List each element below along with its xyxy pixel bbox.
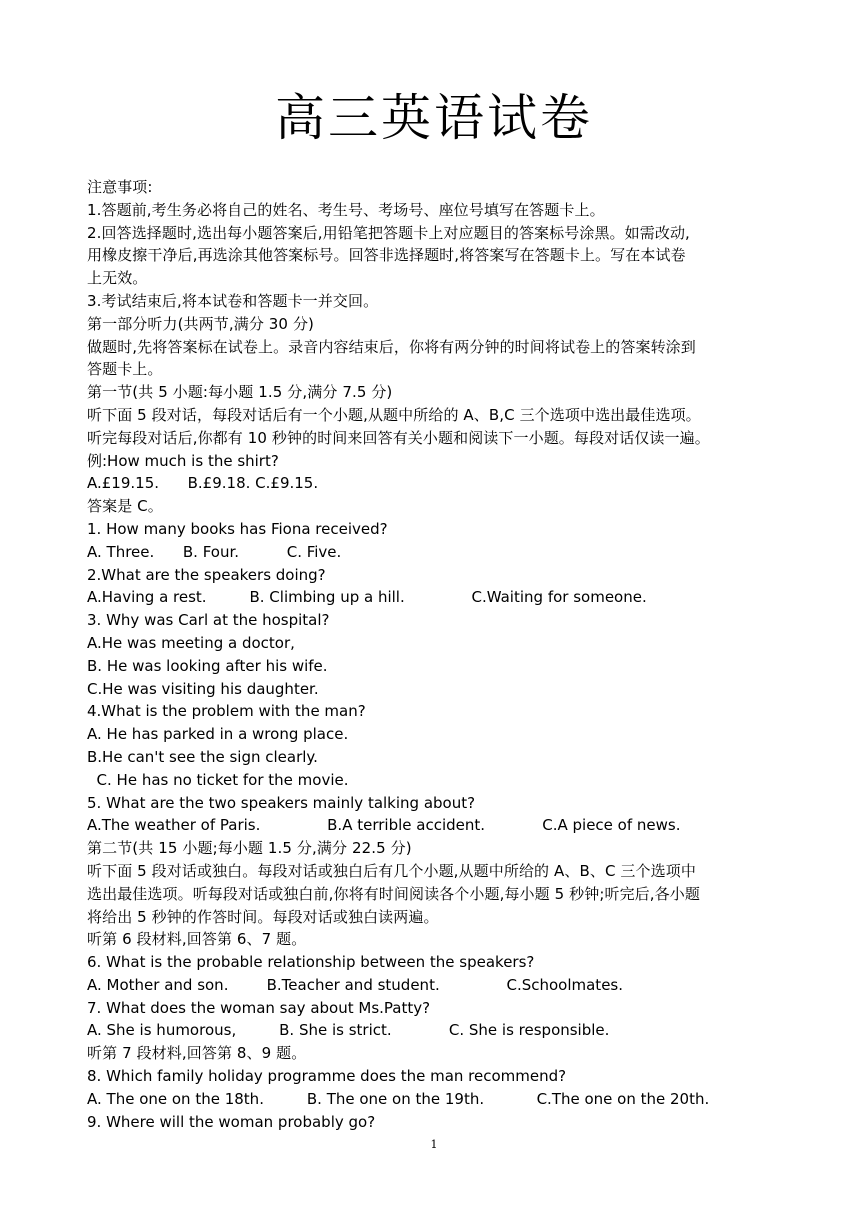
question-1: 1. How many books has Fiona received? bbox=[87, 519, 388, 538]
instruction-1: 1.答题前,考生务必将自己的姓名、考生号、考场号、座位号填写在答题卡上。 bbox=[87, 200, 605, 219]
material-7-heading: 听第 7 段材料,回答第 8、9 题。 bbox=[87, 1044, 307, 1063]
part-1-instruction-line-1: 做题时,先将答案标在试卷上。录音内容结束后，你将有两分钟的时间将试卷上的答案转涂到 bbox=[87, 337, 696, 356]
question-4: 4.What is the problem with the man? bbox=[87, 702, 366, 721]
part-1-instruction-line-2: 答题卡上。 bbox=[87, 360, 163, 379]
question-2-options: A.Having a rest. B. Climbing up a hill. C.Waiting for someone. bbox=[87, 588, 647, 607]
section-1-instruction-line-1: 听下面 5 段对话，每段对话后有一个小题,从题中所给的 A、B,C 三个选项中选出最佳选项。 bbox=[87, 405, 701, 424]
example-options: A.£19.15. B.£9.18. C.£9.15. bbox=[87, 474, 319, 493]
example-question: 例:How much is the shirt? bbox=[87, 451, 279, 470]
instruction-2-line-3: 上无效。 bbox=[87, 269, 148, 288]
question-6: 6. What is the probable relationship between the speakers? bbox=[87, 953, 535, 972]
instruction-3: 3.考试结束后,将本试卷和答题卡一并交回。 bbox=[87, 291, 379, 310]
question-5-options: A.The weather of Paris. B.A terrible accident. C.A piece of news. bbox=[87, 816, 681, 835]
section-2-instruction-line-3: 将给出 5 秒钟的作答时间。每段对话或独白读两遍。 bbox=[87, 907, 439, 926]
question-6-options: A. Mother and son. B.Teacher and student. C.Schoolmates. bbox=[87, 975, 624, 994]
material-6-heading: 听第 6 段材料,回答第 6、7 题。 bbox=[87, 930, 307, 949]
instructions-heading: 注意事项: bbox=[87, 178, 153, 196]
section-2-instruction-line-1: 听下面 5 段对话或独白。每段对话或独白后有几个小题,从题中所给的 A、B、C 三个选项中 bbox=[87, 861, 696, 880]
example-answer: 答案是 C。 bbox=[87, 497, 163, 516]
question-3-option-b: B. He was looking after his wife. bbox=[87, 656, 328, 675]
question-4-option-a: A. He has parked in a wrong place. bbox=[87, 725, 349, 744]
document-body bbox=[87, 176, 787, 1133]
section-2-heading: 第二节(共 15 小题;每小题 1.5 分,满分 22.5 分) bbox=[87, 839, 412, 858]
question-4-option-c: C. He has no ticket for the movie. bbox=[87, 770, 349, 789]
question-3-option-c: C.He was visiting his daughter. bbox=[87, 679, 319, 698]
question-1-options: A. Three. B. Four. C. Five. bbox=[87, 542, 342, 561]
instruction-2-line-2: 用橡皮擦干净后,再选涂其他答案标号。回答非选择题时,将答案写在答题卡上。写在本试卷 bbox=[87, 246, 686, 265]
question-3: 3. Why was Carl at the hospital? bbox=[87, 611, 330, 630]
section-1-heading: 第一节(共 5 小题:每小题 1.5 分,满分 7.5 分) bbox=[87, 383, 393, 402]
question-8: 8. Which family holiday programme does the man recommend? bbox=[87, 1067, 567, 1086]
part-1-heading: 第一部分听力(共两节,满分 30 分) bbox=[87, 314, 314, 333]
section-2-instruction-line-2: 选出最佳选项。听每段对话或独白前,你将有时间阅读各个小题,每小题 5 秒钟;听完后,各小题 bbox=[87, 884, 700, 903]
question-3-option-a: A.He was meeting a doctor, bbox=[87, 633, 295, 652]
question-9: 9. Where will the woman probably go? bbox=[87, 1112, 376, 1131]
page-title: 高三英语试卷 bbox=[275, 89, 593, 147]
question-7: 7. What does the woman say about Ms.Patty? bbox=[87, 998, 431, 1017]
page-number: 1 bbox=[430, 1138, 438, 1151]
instruction-2-line-1: 2.回答选择题时,选出每小题答案后,用铅笔把答题卡上对应题目的答案标号涂黑。如需改动, bbox=[87, 223, 690, 242]
question-4-option-b: B.He can't see the sign clearly. bbox=[87, 747, 318, 766]
question-7-options: A. She is humorous, B. She is strict. C. She is responsible. bbox=[87, 1021, 610, 1040]
question-2: 2.What are the speakers doing? bbox=[87, 565, 326, 584]
section-1-instruction-line-2: 听完每段对话后,你都有 10 秒钟的时间来回答有关小题和阅读下一小题。每段对话仅读一遍。 bbox=[87, 428, 710, 447]
question-8-options: A. The one on the 18th. B. The one on the 19th. C.The one on the 20th. bbox=[87, 1089, 710, 1108]
question-5: 5. What are the two speakers mainly talking about? bbox=[87, 793, 476, 812]
